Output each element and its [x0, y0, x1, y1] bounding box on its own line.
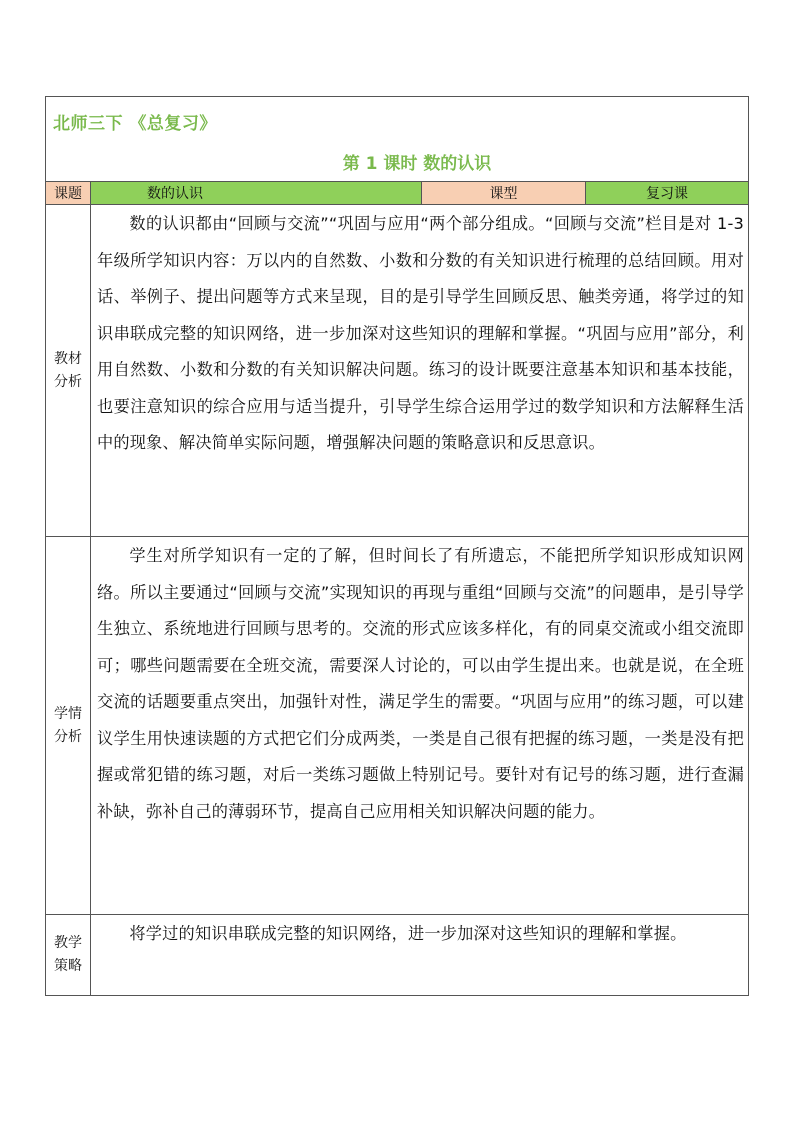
section-label: 学情分析 — [46, 537, 91, 914]
series-title: 北师三下 《总复习》 — [53, 114, 217, 134]
topic-value: 数的认识 — [91, 182, 422, 204]
section-student-analysis — [46, 537, 748, 915]
type-value: 复习课 — [586, 182, 748, 204]
document-header — [46, 97, 748, 182]
topic-label: 课题 — [46, 182, 91, 204]
section-text: 数的认识都由“回顾与交流”“巩固与应用“两个部分组成。“回顾与交流”栏目是对 1-3 年级所学知识内容：万以内的自然数、小数和分数的有关知识进行梳理的总结回顾。用对话、举例子、提出问题等方式来呈现，目的是引导学生回顾反思、触类旁通，将学过的知识串联成完整的知识网络，进一步加深对这些知识的理解和掌握。“巩固与应用”部分，利用自然数、小数和分数的有关知识解决问题。练习的设计既要注意基本知识和基本技能，也要注意知识的综合应用与适当提升，引导学生综合运用学过的数学知识和方法解释生活中的现象、解决简单实际问题，增强解决问题的策略意识和反思意识。 — [97, 214, 744, 452]
lesson-plan-document — [45, 96, 749, 996]
section-label: 教材分析 — [46, 205, 91, 536]
section-teaching-strategy — [46, 915, 748, 995]
lesson-title: 第 1 课时 数的认识 — [342, 154, 492, 174]
section-text: 将学过的知识串联成完整的知识网络，进一步加深对这些知识的理解和掌握。 — [129, 924, 687, 943]
section-textbook-analysis — [46, 205, 748, 537]
type-label: 课型 — [422, 182, 586, 204]
section-text: 学生对所学知识有一定的了解，但时间长了有所遗忘，不能把所学知识形成知识网络。所以主要通过“回顾与交流”实现知识的再现与重组“回顾与交流”的问题串，是引导学生独立、系统地进行回顾与思考的。交流的形式应该多样化，有的同桌交流或小组交流即可；哪些问题需要在全班交流，需要深人讨论的，可以由学生提出来。也就是说，在全班交流的话题要重点突出，加强针对性，满足学生的需要。“巩固与应用”的练习题，可以建议学生用快速读题的方式把它们分成两类，一类是自己很有把握的练习题，一类是没有把握或常犯错的练习题，对后一类练习题做上特别记号。要针对有记号的练习题，进行查漏补缺，弥补自己的薄弱环节，提高自己应用相关知识解决问题的能力。 — [97, 546, 744, 821]
section-label: 教学策略 — [46, 915, 91, 995]
meta-row — [46, 182, 748, 205]
